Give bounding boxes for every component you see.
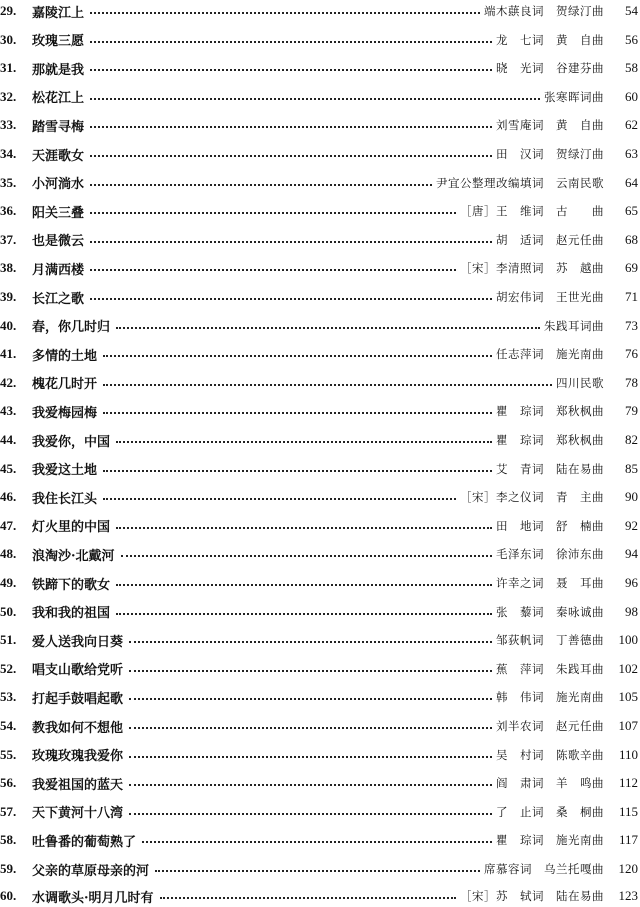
toc-entry[interactable] bbox=[0, 486, 640, 508]
credits: 毛泽东词 徐沛东曲 bbox=[496, 547, 604, 562]
song-title: 小河淌水 bbox=[32, 177, 85, 193]
entry-number: 31. bbox=[0, 60, 17, 76]
toc-entry[interactable] bbox=[0, 172, 640, 194]
dot-leader bbox=[121, 555, 492, 557]
song-title: 玫瑰三愿 bbox=[32, 34, 85, 50]
song-title: 天涯歌女 bbox=[32, 148, 85, 164]
credits: 田 汉词 贺绿汀曲 bbox=[496, 147, 604, 161]
credits: 端木蕻良词 贺绿汀曲 bbox=[484, 4, 604, 18]
entry-number: 56. bbox=[0, 775, 17, 791]
page-number: 71 bbox=[625, 289, 638, 304]
page-number: 76 bbox=[625, 346, 638, 362]
dot-leader bbox=[90, 298, 492, 300]
song-title: 多情的土地 bbox=[32, 348, 98, 364]
page-number: 94 bbox=[625, 546, 638, 562]
dot-leader bbox=[160, 897, 456, 899]
credits: 蕉 萍词 朱践耳曲 bbox=[496, 661, 604, 676]
toc-entry[interactable] bbox=[0, 658, 640, 680]
credits: 胡宏伟词 王世光曲 bbox=[496, 290, 604, 304]
song-title: 阳关三叠 bbox=[32, 205, 85, 221]
dot-leader bbox=[90, 155, 492, 157]
entry-number: 40. bbox=[0, 317, 17, 333]
toc-entry[interactable] bbox=[0, 143, 640, 165]
entry-number: 43. bbox=[0, 403, 17, 419]
entry-number: 42. bbox=[0, 374, 17, 390]
dot-leader bbox=[90, 184, 432, 186]
dot-leader bbox=[90, 212, 456, 214]
dot-leader bbox=[129, 641, 492, 643]
toc-entry[interactable] bbox=[0, 257, 640, 279]
credits: 吴 村词 陈歌辛曲 bbox=[496, 747, 604, 762]
credits: ［唐］王 维词 古 曲 bbox=[460, 204, 604, 219]
credits: 晓 光词 谷建芬曲 bbox=[496, 61, 604, 76]
toc-entry[interactable] bbox=[0, 858, 640, 880]
entry-number: 44. bbox=[0, 432, 17, 447]
credits: 许幸之词 聂 耳曲 bbox=[496, 576, 604, 590]
page-number: 64 bbox=[625, 174, 638, 190]
credits: 朱践耳词曲 bbox=[544, 318, 604, 333]
credits: 四川民歌 bbox=[556, 375, 604, 390]
toc-entry[interactable] bbox=[0, 57, 640, 79]
page-number: 96 bbox=[625, 575, 638, 590]
toc-entry[interactable] bbox=[0, 543, 640, 565]
song-title: 爱人送我向日葵 bbox=[32, 634, 124, 650]
credits: ［宋］苏 轼词 陆在易曲 bbox=[460, 889, 604, 903]
dot-leader bbox=[129, 784, 492, 786]
dot-leader bbox=[142, 841, 492, 843]
page-number: 62 bbox=[625, 117, 638, 133]
dot-leader bbox=[90, 269, 456, 271]
entry-number: 48. bbox=[0, 546, 17, 562]
dot-leader bbox=[129, 727, 492, 729]
toc-entry[interactable] bbox=[0, 715, 640, 737]
page-number: 102 bbox=[618, 660, 638, 676]
page-number: 65 bbox=[625, 203, 638, 219]
toc-entry[interactable] bbox=[0, 229, 640, 251]
song-title: 松花江上 bbox=[32, 91, 85, 107]
entry-number: 30. bbox=[0, 31, 17, 47]
entry-number: 53. bbox=[0, 689, 17, 705]
toc-entry[interactable] bbox=[0, 572, 640, 594]
page-number: 82 bbox=[625, 432, 638, 447]
dot-leader bbox=[90, 69, 492, 71]
song-title: 打起手鼓唱起歌 bbox=[32, 691, 124, 707]
toc-entry[interactable] bbox=[0, 343, 640, 365]
entry-number: 49. bbox=[0, 575, 17, 590]
song-title: 我爱梅园梅 bbox=[32, 405, 98, 421]
dot-leader bbox=[129, 698, 492, 700]
credits: 瞿 琮词 施光南曲 bbox=[496, 833, 604, 848]
song-title: 吐鲁番的葡萄熟了 bbox=[32, 834, 137, 850]
dot-leader bbox=[90, 12, 480, 14]
entry-number: 41. bbox=[0, 346, 17, 362]
song-title: 水调歌头·明月几时有 bbox=[32, 890, 154, 906]
credits: ［宋］李之仪词 青 主曲 bbox=[460, 490, 604, 505]
credits: 了 止词 桑 桐曲 bbox=[496, 804, 604, 819]
page-number: 105 bbox=[618, 689, 638, 705]
dot-leader bbox=[103, 384, 552, 386]
song-title: 灯火里的中国 bbox=[32, 520, 111, 536]
toc-entry[interactable] bbox=[0, 286, 640, 308]
song-title: 踏雪寻梅 bbox=[32, 119, 85, 135]
song-title: 天下黄河十八湾 bbox=[32, 806, 124, 822]
toc-entry[interactable] bbox=[0, 29, 640, 51]
entry-number: 54. bbox=[0, 718, 17, 733]
song-title: 玫瑰玫瑰我爱你 bbox=[32, 749, 124, 765]
song-title: 我住长江头 bbox=[32, 491, 98, 507]
entry-number: 36. bbox=[0, 203, 17, 219]
credits: 瞿 琮词 郑秋枫曲 bbox=[496, 404, 604, 419]
toc-entry[interactable] bbox=[0, 86, 640, 108]
entry-number: 29. bbox=[0, 3, 17, 18]
entry-number: 38. bbox=[0, 260, 17, 276]
page-number: 112 bbox=[618, 775, 638, 791]
entry-number: 35. bbox=[0, 174, 17, 190]
credits: 邹荻帆词 丁善德曲 bbox=[496, 633, 604, 648]
dot-leader bbox=[90, 241, 492, 243]
dot-leader bbox=[103, 498, 456, 500]
page-number: 100 bbox=[618, 632, 638, 648]
dot-leader bbox=[116, 327, 540, 329]
song-title: 槐花几时开 bbox=[32, 377, 98, 393]
credits: 龙 七词 黄 自曲 bbox=[496, 32, 604, 47]
entry-number: 47. bbox=[0, 517, 17, 533]
toc-entry[interactable] bbox=[0, 114, 640, 136]
toc-entry[interactable] bbox=[0, 515, 640, 537]
page-number: 78 bbox=[625, 374, 638, 390]
song-title: 月满西楼 bbox=[32, 262, 85, 278]
toc-entry[interactable] bbox=[0, 772, 640, 794]
song-title: 我爱你，中国 bbox=[32, 434, 111, 450]
dot-leader bbox=[116, 441, 492, 443]
toc-entry[interactable] bbox=[0, 400, 640, 422]
dot-leader bbox=[116, 584, 492, 586]
dot-leader bbox=[129, 670, 492, 672]
toc-entry[interactable] bbox=[0, 686, 640, 708]
credits: 韩 伟词 施光南曲 bbox=[496, 690, 604, 705]
entry-number: 39. bbox=[0, 289, 17, 304]
page-number: 60 bbox=[625, 88, 638, 104]
page-number: 58 bbox=[625, 60, 638, 76]
page-number: 98 bbox=[625, 603, 638, 619]
page-number: 54 bbox=[625, 3, 638, 18]
entry-number: 60. bbox=[0, 888, 17, 903]
page-number: 69 bbox=[625, 260, 638, 276]
dot-leader bbox=[116, 613, 492, 615]
entry-number: 33. bbox=[0, 117, 17, 133]
dot-leader bbox=[90, 98, 540, 100]
dot-leader bbox=[116, 527, 492, 529]
dot-leader bbox=[155, 870, 480, 872]
song-title: 铁蹄下的歌女 bbox=[32, 577, 111, 593]
page-number: 115 bbox=[618, 803, 638, 819]
toc-entry[interactable] bbox=[0, 0, 640, 22]
page-number: 92 bbox=[625, 517, 638, 533]
entry-number: 34. bbox=[0, 146, 17, 161]
page-number: 85 bbox=[625, 460, 638, 476]
toc-entry[interactable] bbox=[0, 801, 640, 823]
page-number: 79 bbox=[625, 403, 638, 419]
credits: 艾 青词 陆在易曲 bbox=[496, 461, 604, 476]
song-title: 也是微云 bbox=[32, 234, 85, 250]
page-number: 107 bbox=[618, 718, 638, 733]
toc-entry[interactable] bbox=[0, 601, 640, 623]
dot-leader bbox=[90, 126, 492, 128]
entry-number: 51. bbox=[0, 632, 17, 648]
page-number: 117 bbox=[618, 832, 638, 848]
entry-number: 55. bbox=[0, 746, 17, 762]
credits: ［宋］李清照词 苏 越曲 bbox=[460, 261, 604, 276]
dot-leader bbox=[129, 756, 492, 758]
credits: 张 藜词 秦咏诚曲 bbox=[496, 604, 604, 619]
credits: 刘雪庵词 黄 自曲 bbox=[496, 118, 604, 133]
song-title: 父亲的草原母亲的河 bbox=[32, 863, 150, 879]
entry-number: 58. bbox=[0, 832, 17, 848]
dot-leader bbox=[103, 355, 492, 357]
entry-number: 59. bbox=[0, 861, 17, 876]
page-number: 123 bbox=[618, 888, 638, 903]
page-number: 120 bbox=[618, 861, 638, 876]
entry-number: 37. bbox=[0, 231, 17, 247]
dot-leader bbox=[129, 813, 492, 815]
credits: 席慕容词 乌兰托嘎曲 bbox=[484, 862, 604, 876]
toc-entry[interactable] bbox=[0, 372, 640, 394]
entry-number: 46. bbox=[0, 489, 17, 505]
entry-number: 32. bbox=[0, 88, 17, 104]
toc-entry[interactable] bbox=[0, 829, 640, 851]
entry-number: 50. bbox=[0, 603, 17, 619]
toc-entry[interactable] bbox=[0, 200, 640, 222]
toc-entry[interactable] bbox=[0, 885, 640, 907]
credits: 任志萍词 施光南曲 bbox=[496, 347, 604, 362]
entry-number: 45. bbox=[0, 460, 17, 476]
page-number: 63 bbox=[625, 146, 638, 161]
credits: 张寒晖词曲 bbox=[544, 89, 604, 104]
song-title: 浪淘沙·北戴河 bbox=[32, 548, 115, 564]
credits: 刘半农词 赵元任曲 bbox=[496, 719, 604, 733]
page-number: 73 bbox=[625, 317, 638, 333]
credits: 田 地词 舒 楠曲 bbox=[496, 518, 604, 533]
entry-number: 52. bbox=[0, 660, 17, 676]
toc-entry[interactable] bbox=[0, 458, 640, 480]
toc-entry[interactable] bbox=[0, 429, 640, 451]
toc-entry[interactable] bbox=[0, 744, 640, 766]
credits: 阎 肃词 羊 鸣曲 bbox=[496, 776, 604, 791]
dot-leader bbox=[103, 412, 492, 414]
toc-entry[interactable] bbox=[0, 629, 640, 651]
toc-entry[interactable] bbox=[0, 315, 640, 337]
song-title: 长江之歌 bbox=[32, 291, 85, 307]
song-title: 我和我的祖国 bbox=[32, 606, 111, 622]
credits: 胡 适词 赵元任曲 bbox=[496, 232, 604, 247]
page-number: 56 bbox=[625, 31, 638, 47]
song-title: 唱支山歌给党听 bbox=[32, 663, 124, 679]
credits: 尹宜公整理改编填词 云南民歌 bbox=[436, 175, 604, 190]
dot-leader bbox=[90, 41, 492, 43]
page-number: 90 bbox=[625, 489, 638, 505]
song-title: 春，你几时归 bbox=[32, 320, 111, 336]
song-title: 教我如何不想他 bbox=[32, 720, 124, 736]
song-title: 我爱这土地 bbox=[32, 463, 98, 479]
credits: 瞿 琮词 郑秋枫曲 bbox=[496, 433, 604, 447]
page-number: 110 bbox=[618, 746, 638, 762]
song-title: 嘉陵江上 bbox=[32, 5, 85, 21]
song-title: 我爱祖国的蓝天 bbox=[32, 777, 124, 793]
entry-number: 57. bbox=[0, 803, 17, 819]
dot-leader bbox=[103, 470, 492, 472]
song-title: 那就是我 bbox=[32, 62, 85, 78]
page-number: 68 bbox=[625, 231, 638, 247]
